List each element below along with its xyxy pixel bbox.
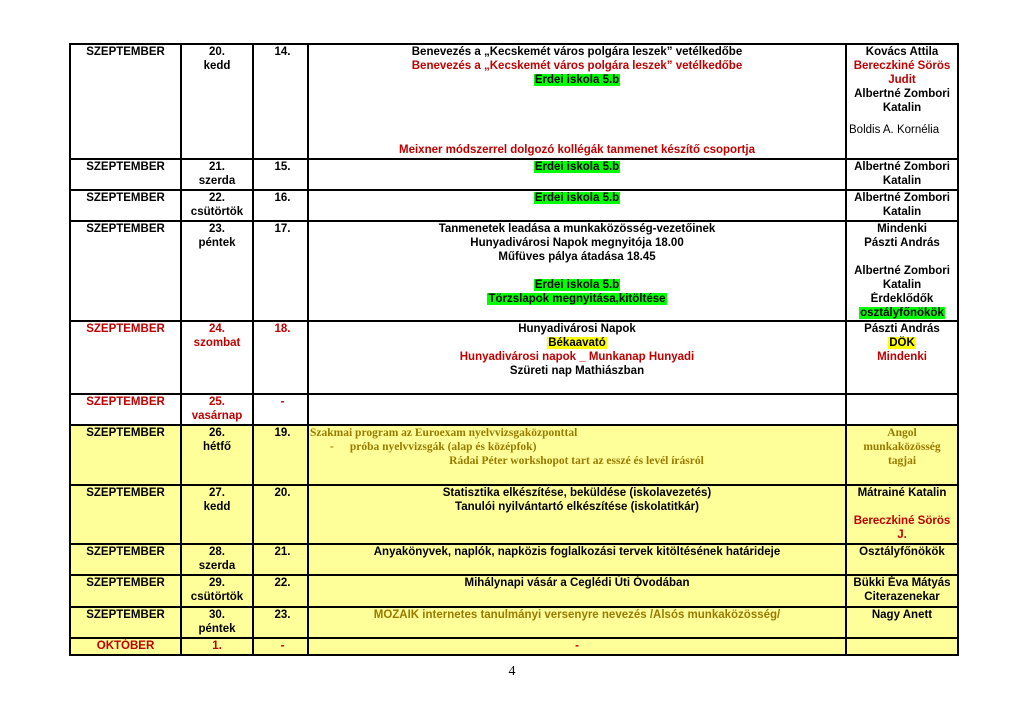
schedule-table [69,43,959,656]
week-number-cell: 18. [253,321,308,394]
day-cell: 1. [181,638,253,655]
table-row [70,638,958,655]
event-cell: Anyakönyvek, naplók, napközis foglalkozási tervek kitöltésének határideje [308,544,846,575]
day-cell: 26. hétfő [181,425,253,485]
month-cell: SZEPTEMBER [70,190,181,221]
table-row [70,321,958,394]
responsible-cell: Nagy Anett [846,607,958,638]
month-cell: OKTÓBER [70,638,181,655]
table-row [70,607,958,638]
week-number-cell: 16. [253,190,308,221]
week-number-cell: 22. [253,575,308,607]
responsible-cell: Bükki Éva Mátyás Citerazenekar [846,575,958,607]
day-cell: 24. szombat [181,321,253,394]
highlighted-event: Békaavató [548,337,606,349]
event-cell: Benevezés a „Kecskemét város polgára leszek” vetélkedőbe Benevezés a „Kecskemét város polgára leszek” vetélkedőbe Erdei iskola 5.b Meixner módszerrel dolgozó kollégák tanmenet készítő csoportja [308,44,846,159]
highlighted-event: Erdei iskola 5.b [534,74,620,86]
responsible-cell: Angol munkaközösség tagjai [846,425,958,485]
highlighted-event: Törzslapok megnyitása,kitöltése [488,293,666,305]
table-row [70,159,958,190]
event-cell: Tanmenetek leadása a munkaközösség-vezetőinek Hunyadivárosi Napok megnyitója 18.00 Műfüves pálya átadása 18.45 Erdei iskola 5.b Törzslapok megnyitása,kitöltése [308,221,846,321]
table-row [70,394,958,425]
highlighted-responsible: DÖK [889,337,915,349]
week-number-cell: - [253,638,308,655]
week-number-cell: 21. [253,544,308,575]
responsible-cell: Albertné Zombori Katalin [846,190,958,221]
responsible-cell [846,394,958,425]
day-cell: 20. kedd [181,44,253,159]
day-cell: 23. péntek [181,221,253,321]
event-cell: - [308,638,846,655]
highlighted-event: Erdei iskola 5.b [534,192,620,204]
event-cell: Mihálynapi vásár a Ceglédi Úti Óvodában [308,575,846,607]
responsible-cell: Mindenki Pászti András Albertné Zombori Katalin Érdeklődők osztályfőnökök [846,221,958,321]
event-cell: Statisztika elkészítése, beküldése (iskolavezetés) Tanulói nyilvántartó elkészítése (iskolatitkár) [308,485,846,544]
month-cell: SZEPTEMBER [70,221,181,321]
responsible-cell: Pászti András DÖK Mindenki [846,321,958,394]
table-row [70,221,958,321]
week-number-cell: 17. [253,221,308,321]
highlighted-responsible: osztályfőnökök [860,307,944,319]
month-cell: SZEPTEMBER [70,321,181,394]
responsible-cell: Kovács Attila Bereczkiné Sörös Judit Albertné Zombori Katalin Boldis A. Kornélia [846,44,958,159]
table-row [70,575,958,607]
table-row [70,485,958,544]
event-cell: Szakmai program az Euroexam nyelvvizsgaközponttal - próba nyelvvizsgák (alap és középfok) Rádai Péter workshopot tart az esszé és levél írásról [308,425,846,485]
week-number-cell: - [253,394,308,425]
month-cell: SZEPTEMBER [70,159,181,190]
week-number-cell: 23. [253,607,308,638]
event-cell [308,159,846,190]
month-cell: SZEPTEMBER [70,425,181,485]
responsible-cell [846,638,958,655]
week-number-cell: 15. [253,159,308,190]
table-row [70,544,958,575]
day-cell: 25. vasárnap [181,394,253,425]
event-cell [308,190,846,221]
event-cell [308,394,846,425]
month-cell: SZEPTEMBER [70,575,181,607]
month-cell: SZEPTEMBER [70,607,181,638]
month-cell: SZEPTEMBER [70,485,181,544]
day-cell: 28. szerda [181,544,253,575]
event-cell: MOZAIK internetes tanulmányi versenyre nevezés /Alsós munkaközösség/ [308,607,846,638]
month-cell: SZEPTEMBER [70,544,181,575]
highlighted-event: Erdei iskola 5.b [534,279,620,291]
day-cell: 21. szerda [181,159,253,190]
week-number-cell: 14. [253,44,308,159]
page-number: 4 [508,664,516,679]
table-row [70,425,958,485]
day-cell: 30. péntek [181,607,253,638]
day-cell: 29. csütörtök [181,575,253,607]
responsible-cell: Albertné Zombori Katalin [846,159,958,190]
day-cell: 27. kedd [181,485,253,544]
week-number-cell: 19. [253,425,308,485]
month-cell: SZEPTEMBER [70,44,181,159]
day-cell: 22. csütörtök [181,190,253,221]
month-cell: SZEPTEMBER [70,394,181,425]
responsible-cell: Mátrainé Katalin Bereczkiné Sörös J. [846,485,958,544]
highlighted-event: Erdei iskola 5.b [534,161,620,173]
table-row [70,44,958,159]
responsible-cell: Osztályfőnökök [846,544,958,575]
event-cell: Hunyadivárosi Napok Békaavató Hunyadivárosi napok _ Munkanap Hunyadi Szüreti nap Mathiászban [308,321,846,394]
week-number-cell: 20. [253,485,308,544]
table-row [70,190,958,221]
